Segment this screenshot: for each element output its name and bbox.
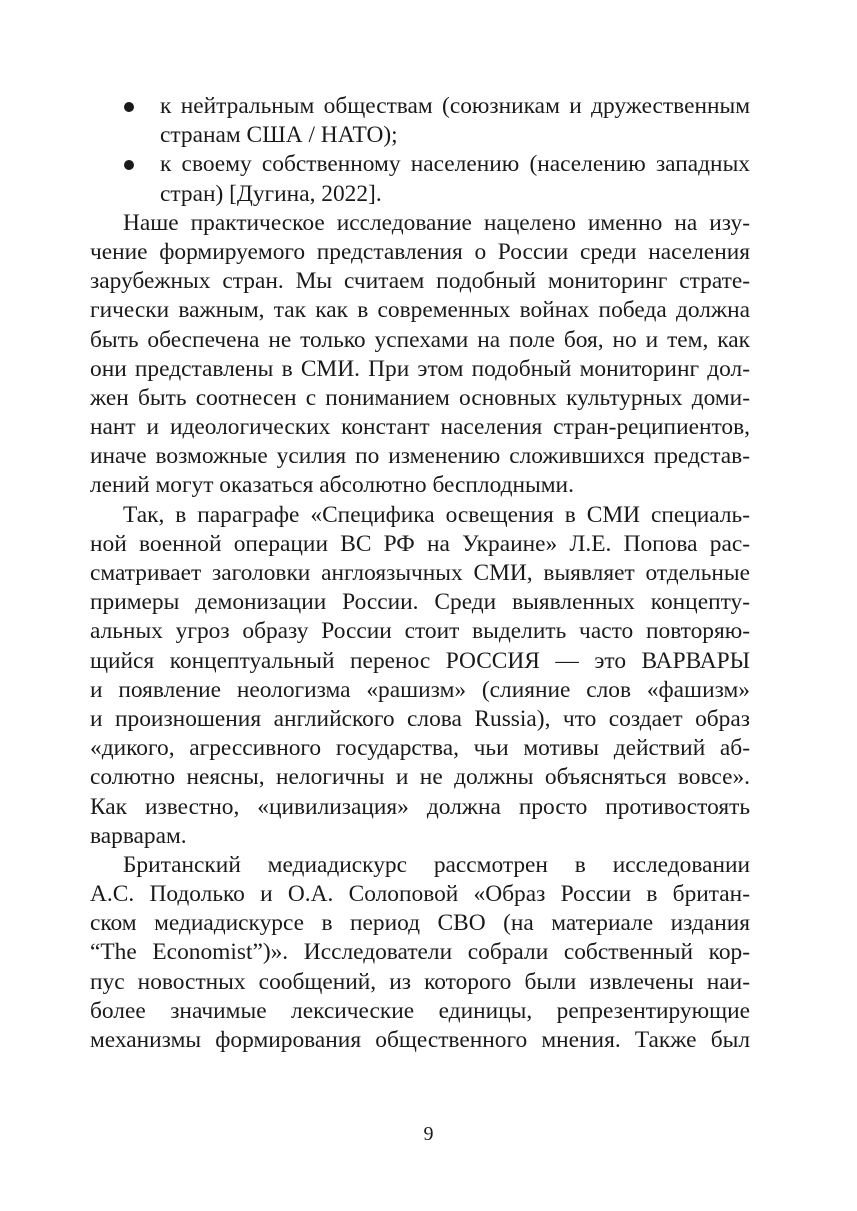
text-line: жен быть соотнесен с пониманием основных культурных доми- bbox=[90, 384, 750, 411]
text-line: варварам. bbox=[90, 822, 187, 849]
text-line: и произношения английского слова Russia), что создает образ bbox=[90, 705, 750, 732]
page-body bbox=[90, 92, 750, 1055]
text-line: сматривает заголовки англоязычных СМИ, выявляет отдельные bbox=[90, 560, 750, 586]
text-line: ском медиадискурсе в период СВО (на материале издания bbox=[90, 910, 750, 937]
text-line: Британский медиадискурс рассмотрен в исследовании bbox=[123, 851, 750, 878]
text-line: Так, в параграфе «Специфика освещения в СМИ специаль- bbox=[123, 501, 750, 528]
text-line: «дикого, агрессивного государства, чьи мотивы действий аб- bbox=[90, 735, 750, 762]
text-line: гически важным, так как в современных войнах победа должна bbox=[90, 297, 750, 324]
text-line: к своему собственному населению (населению западных bbox=[160, 151, 750, 178]
text-line: А.С. Подолько и О.А. Солоповой «Образ России в британ- bbox=[90, 881, 750, 908]
paragraph bbox=[90, 501, 750, 851]
text-line: “The Economist”)». Исследователи собрали собственный кор- bbox=[90, 939, 750, 966]
text-line: и появление неологизма «рашизм» (слияние слов «фашизм» bbox=[90, 676, 750, 703]
text-line: альных угроз образу России стоит выделить часто повторяю- bbox=[90, 618, 750, 645]
text-line: более значимые лексические единицы, репрезентирующие bbox=[90, 997, 750, 1024]
text-line: иначе возможные усилия по изменению сложившихся представ- bbox=[90, 443, 750, 470]
text-line: к нейтральным обществам (союзникам и дружественным bbox=[160, 93, 750, 119]
text-line: Как известно, «цивилизация» должна просто противостоять bbox=[90, 793, 750, 820]
text-line: ной военной операции ВС РФ на Украине» Л.Е. Попова рас- bbox=[90, 530, 750, 557]
bullet-dot-icon bbox=[124, 102, 134, 112]
paragraph bbox=[90, 851, 750, 1055]
text-line: чение формируемого представления о России среди населения bbox=[90, 238, 750, 265]
text-line: пус новостных сообщений, из которого были извлечены наи- bbox=[90, 968, 750, 995]
bullet-dot-icon bbox=[124, 160, 134, 170]
bullet-item bbox=[90, 150, 750, 208]
paragraph bbox=[90, 209, 750, 501]
text-line: нант и идеологических констант населения стран-реципиентов, bbox=[90, 414, 750, 441]
text-line: быть обеспечена не только успехами на поле боя, но и тем, как bbox=[90, 326, 750, 353]
bullet-item bbox=[90, 92, 750, 150]
text-line: зарубежных стран. Мы считаем подобный мониторинг страте- bbox=[90, 268, 750, 295]
page-number: 9 bbox=[423, 1123, 434, 1145]
text-line: странам США / НАТО); bbox=[160, 122, 398, 149]
text-line: примеры демонизации России. Среди выявленных концепту- bbox=[90, 589, 750, 616]
text-line: Наше практическое исследование нацелено именно на изу- bbox=[123, 209, 750, 236]
text-line: лений могут оказаться абсолютно бесплодными. bbox=[90, 472, 574, 499]
text-line: солютно неясны, нелогичны и не должны объясняться вовсе». bbox=[90, 764, 750, 791]
text-line: они представлены в СМИ. При этом подобный мониторинг дол- bbox=[90, 355, 750, 382]
text-line: стран) [Дугина, 2022]. bbox=[160, 180, 382, 207]
text-line: щийся концептуальный перенос РОССИЯ — это ВАРВАРЫ bbox=[90, 647, 750, 674]
text-line: механизмы формирования общественного мнения. Также был bbox=[90, 1027, 750, 1053]
